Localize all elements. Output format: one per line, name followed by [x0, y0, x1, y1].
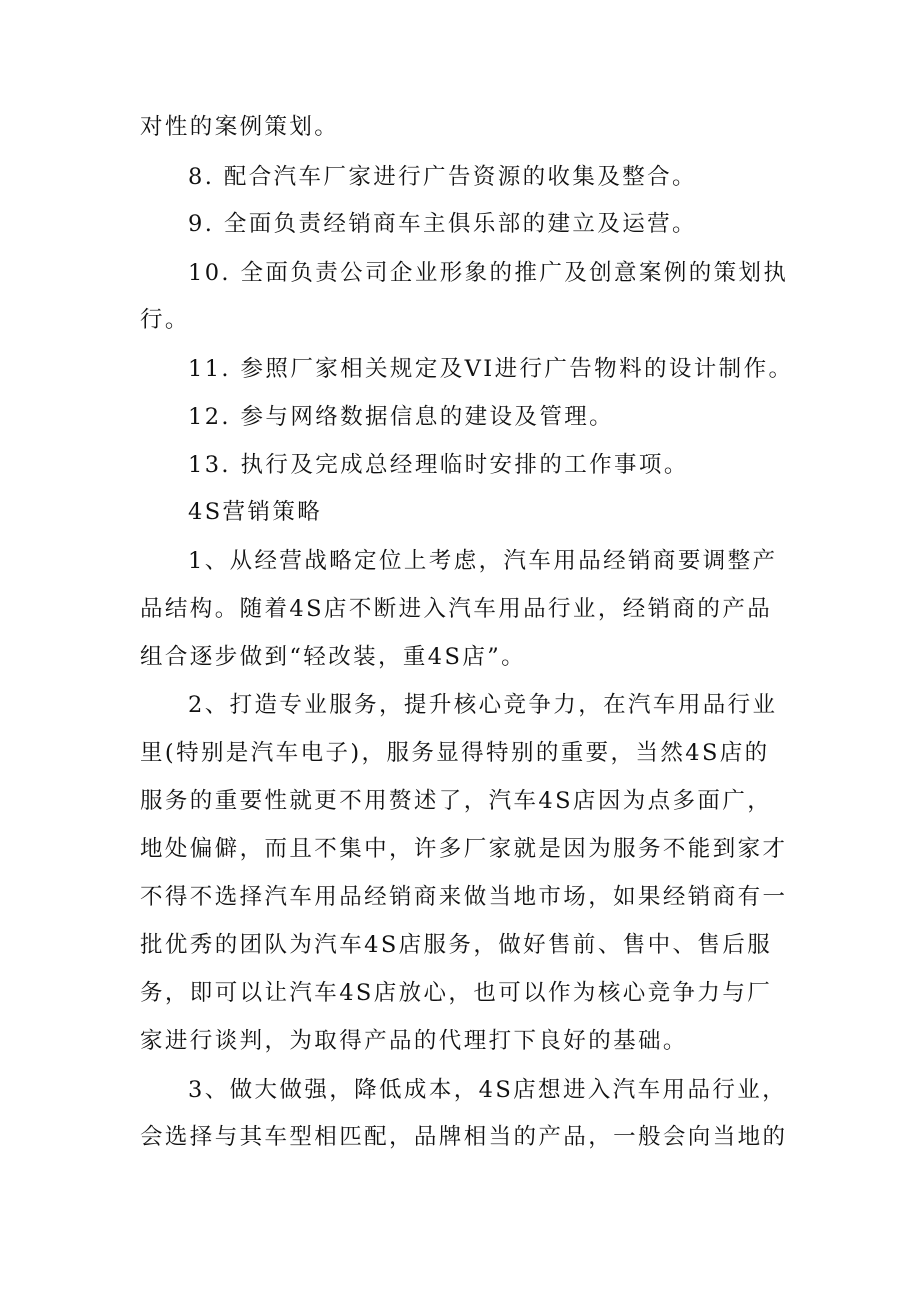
paragraph-line: 2、打造专业服务，提升核心竞争力，在汽车用品行业 [188, 692, 778, 718]
paragraph-line: 家进行谈判，为取得产品的代理打下良好的基础。 [140, 1028, 688, 1054]
paragraph-line: 组合逐步做到“轻改装，重4S店”。 [140, 644, 527, 670]
paragraph-line: 品结构。随着4S店不断进入汽车用品行业，经销商的产品 [140, 596, 773, 622]
paragraph-line: 里(特别是汽车电子)，服务显得特别的重要，当然4S店的 [140, 740, 770, 766]
list-item-13: 13. 执行及完成总经理临时安排的工作事项。 [188, 452, 689, 478]
paragraph-line: 服务的重要性就更不用赘述了，汽车4S店因为点多面广， [140, 788, 773, 814]
paragraph-line: 务，即可以让汽车4S店放心，也可以作为核心竞争力与厂 [140, 980, 773, 1006]
list-item-9: 9. 全面负责经销商车主俱乐部的建立及运营。 [188, 211, 697, 237]
list-item-10: 10. 全面负责公司企业形象的推广及创意案例的策划执 [188, 260, 789, 286]
paragraph-line: 1、从经营战略定位上考虑，汽车用品经销商要调整产 [188, 548, 778, 574]
list-item-11: 11. 参照厂家相关规定及VI进行广告物料的设计制作。 [188, 356, 794, 382]
paragraph-line: 批优秀的团队为汽车4S店服务，做好售前、售中、售后服 [140, 932, 773, 958]
paragraph-line: 会选择与其车型相匹配，品牌相当的产品，一般会向当地的 [140, 1124, 788, 1150]
list-item-8: 8. 配合汽车厂家进行广告资源的收集及整合。 [188, 164, 697, 190]
paragraph-line: 地处偏僻，而且不集中，许多厂家就是因为服务不能到家才 [140, 836, 788, 862]
paragraph-line: 对性的案例策划。 [140, 114, 340, 140]
list-item-12: 12. 参与网络数据信息的建设及管理。 [188, 404, 615, 430]
list-item-10-continued: 行。 [140, 307, 190, 333]
section-heading: 4S营销策略 [188, 499, 323, 525]
paragraph-line: 不得不选择汽车用品经销商来做当地市场，如果经销商有一 [140, 884, 788, 910]
paragraph-line: 3、做大做强，降低成本，4S店想进入汽车用品行业， [188, 1077, 788, 1103]
